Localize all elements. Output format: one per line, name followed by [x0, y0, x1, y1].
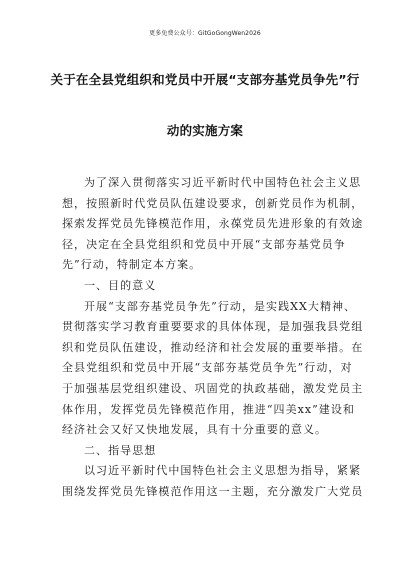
paragraph-line: 为了深入贯彻落实习近平新时代中国特色社会主义思 — [84, 176, 362, 189]
header-note: 更多免费公众号：GitGoGongWen2026 — [149, 30, 261, 37]
paragraph-line: 想，按照新时代党员队伍建设要求，创新党员作为机制， — [62, 196, 364, 210]
paragraph-line: 体作用，发挥党员先锋模范作用，推进“四美xx”建设和 — [62, 402, 355, 416]
paragraph-line: 以习近平新时代中国特色社会主义思想为指导，紧紧 — [84, 464, 362, 478]
paragraph-line: 先”行动，特制定本方案。 — [62, 258, 202, 272]
paragraph-line: 围绕发挥党员先锋模范作用这一主题，充分激发广大党员 — [62, 484, 364, 498]
document-title-line-1: 关于在全县党组织和党员中开展“支部夯基党员争先”行 — [50, 72, 360, 87]
section-heading: 二、指导思想 — [84, 443, 157, 457]
paragraph-line: 径，决定在全县党组织和党员中开展“支部夯基党员争 — [62, 237, 346, 251]
document-title-line-2: 动的实施方案 — [166, 123, 244, 138]
paragraph-line: 探索发挥党员先锋模范作用，永葆党员先进形象的有效途 — [62, 217, 364, 231]
paragraph-line: 全县党组织和党员中开展“支部夯基党员争先”行动，对 — [62, 361, 353, 375]
document-body — [62, 173, 364, 503]
section-heading: 一、目的意义 — [84, 278, 157, 292]
paragraph-line: 织和党员队伍建设，推动经济和社会发展的重要举措。在 — [62, 340, 364, 354]
paragraph-line: 开展“支部夯基党员争先”行动，是实践XX大精神、 — [84, 299, 357, 313]
paragraph-line: 贯彻落实学习教育重要要求的具体体现，是加强我县党组 — [62, 320, 364, 334]
paragraph-line: 经济社会又好又快地发展，具有十分重要的意义。 — [62, 423, 328, 437]
paragraph-line: 于加强基层党组织建设、巩固党的执政基础，激发党员主 — [62, 381, 364, 395]
